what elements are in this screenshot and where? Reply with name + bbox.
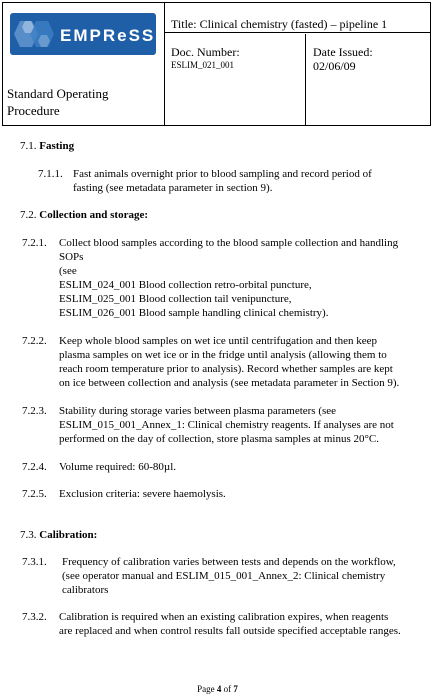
header-left-cell bbox=[3, 3, 165, 125]
item-line: Exclusion criteria: severe haemolysis. bbox=[59, 488, 226, 500]
item-line: SOPs bbox=[59, 251, 84, 263]
item-line: ESLIM_015_001_Annex_1: Clinical chemistry reagents. If analyses are not bbox=[59, 419, 394, 431]
item-line: Calibration is required when an existing calibration expires, when reagents bbox=[59, 611, 389, 623]
item-number: 7.1.1. bbox=[38, 168, 63, 180]
empress-logo bbox=[10, 9, 156, 59]
item-line: Frequency of calibration varies between tests and depends on the workflow, bbox=[62, 556, 396, 568]
doc-title: Title: Clinical chemistry (fasted) – pipeline 1 bbox=[165, 3, 430, 33]
date-issued-cell bbox=[307, 34, 430, 125]
section-7-2: 7.2. Collection and storage: bbox=[20, 209, 149, 221]
document-header bbox=[2, 2, 431, 126]
item-line: (see operator manual and ESLIM_015_001_Annex_2: Clinical chemistry bbox=[62, 570, 386, 582]
page-total: 7 bbox=[233, 684, 238, 694]
section-title: Fasting bbox=[39, 140, 75, 152]
item-line: performed on the day of collection, store plasma samples at minus 20°C. bbox=[59, 433, 379, 445]
item-number: 7.2.4. bbox=[22, 461, 47, 473]
item-number: 7.2.3. bbox=[22, 405, 47, 417]
page-number: 4 bbox=[216, 684, 222, 694]
page-footer: Page 4 of 7 bbox=[197, 684, 238, 694]
item-line: fasting (see metadata parameter in section 9). bbox=[73, 182, 273, 194]
item-line: on ice between collection and analysis (see metadata parameter in Section 9). bbox=[59, 377, 400, 389]
date-issued-value: 02/06/09 bbox=[313, 59, 356, 73]
item-line: are replaced and when control results fall outside specified acceptable ranges. bbox=[59, 625, 401, 637]
logo-text: EMPReSS bbox=[60, 26, 156, 45]
item-line: Stability during storage varies between plasma parameters (see bbox=[59, 405, 337, 417]
item-line: Fast animals overnight prior to blood sampling and record period of bbox=[73, 168, 372, 180]
section-7-1: 7.1. Fasting bbox=[20, 140, 75, 152]
doc-number-cell bbox=[165, 34, 306, 125]
section-title: Collection and storage: bbox=[39, 209, 149, 221]
item-line: reach room temperature prior to analysis). Record whether samples are kept bbox=[59, 363, 393, 375]
item-line: Collect blood samples according to the blood sample collection and handling bbox=[59, 237, 399, 249]
section-7-3: 7.3. Calibration: bbox=[20, 529, 98, 541]
item-number: 7.2.1. bbox=[22, 237, 47, 249]
item-line: ESLIM_026_001 Blood sample handling clinical chemistry). bbox=[59, 307, 329, 319]
item-line: calibrators bbox=[62, 584, 109, 596]
item-line: Volume required: 60-80µl. bbox=[59, 461, 177, 473]
item-number: 7.2.2. bbox=[22, 335, 47, 347]
item-line: Keep whole blood samples on wet ice until centrifugation and then keep bbox=[59, 335, 377, 347]
item-line: ESLIM_025_001 Blood collection tail venipuncture, bbox=[59, 293, 292, 305]
doc-number-label: Doc. Number: bbox=[171, 45, 240, 59]
item-line: plasma samples on wet ice or in the fridge until analysis (allowing them to bbox=[59, 349, 387, 361]
item-line: (see bbox=[59, 265, 77, 277]
doc-number-value: ESLIM_021_001 bbox=[171, 60, 234, 70]
item-number: 7.2.5. bbox=[22, 488, 47, 500]
doc-type-label: Standard Operating Procedure bbox=[7, 86, 109, 118]
section-title: Calibration: bbox=[39, 529, 98, 541]
item-number: 7.3.1. bbox=[22, 556, 47, 568]
date-issued-label: Date Issued: bbox=[313, 45, 373, 59]
item-line: ESLIM_024_001 Blood collection retro-orbital puncture, bbox=[59, 279, 312, 291]
item-number: 7.3.2. bbox=[22, 611, 47, 623]
